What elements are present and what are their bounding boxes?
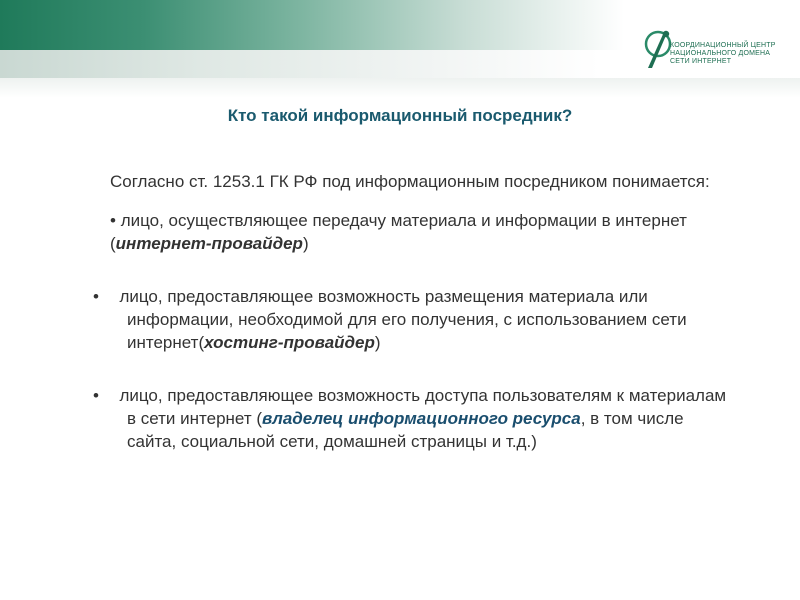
intro-paragraph: Согласно ст. 1253.1 ГК РФ под информационным посредником понимается: — [110, 172, 710, 191]
item-emphasis: интернет-провайдер — [115, 234, 303, 253]
bullet: • — [110, 211, 116, 230]
item-text: лицо, предоставляющее возможность размещения материала или информации, необходимой для его получения, с использованием сети интернет( — [119, 287, 687, 352]
item-emphasis: владелец информационного ресурса — [262, 409, 581, 428]
cctld-logo — [640, 28, 790, 78]
list-item: • лицо, предоставляющее возможность доступа пользователям к материалам в сети интернет (владелец информационного ресурса, в том числе сайта, социальной сети, домашней страницы и т.д.) — [93, 386, 727, 451]
logo-line-2: НАЦИОНАЛЬНОГО ДОМЕНА — [670, 50, 771, 57]
header-fade — [0, 78, 800, 98]
list-item: • лицо, предоставляющее возможность размещения материала или информации, необходимой для его получения, с использованием сети интернет(хостинг-провайдер) — [93, 287, 687, 352]
list-item — [110, 209, 730, 255]
item-emphasis: хостинг-провайдер — [204, 333, 375, 352]
slide-body — [93, 170, 730, 483]
item-trailing: ) — [302, 234, 309, 253]
item-text: осуществляющее передачу материала и информации в интернет ( — [110, 211, 687, 253]
item-trailing: , в том числе сайта, социальной сети, домашней страницы и т.д.) — [127, 409, 684, 451]
item-lead: лицо, — [120, 211, 164, 230]
item-trailing: ) — [374, 333, 381, 352]
logo-line-1: КООРДИНАЦИОННЫЙ ЦЕНТР — [670, 42, 776, 49]
logo-text — [670, 42, 776, 66]
logo-line-3: СЕТИ ИНТЕРНЕТ — [670, 58, 732, 65]
slide-title: Кто такой информационный посредник? — [227, 106, 573, 125]
item-text: лицо, предоставляющее возможность доступа пользователям к материалам в сети интернет ( — [119, 386, 727, 428]
